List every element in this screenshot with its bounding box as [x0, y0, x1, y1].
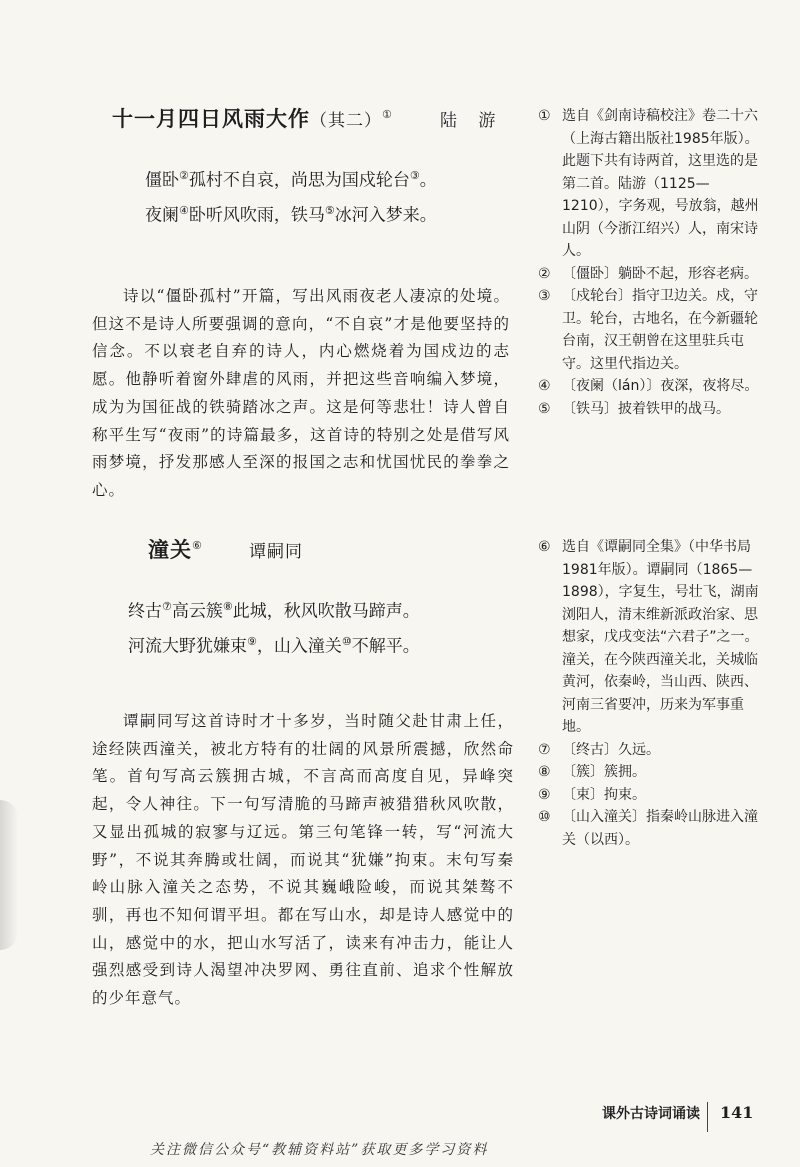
poem2-line-1: 终古⑦高云簇⑧此城，秋风吹散马蹄声。	[128, 600, 420, 622]
note-9: ⑨ 〔束〕拘束。	[538, 786, 646, 803]
page-edge-shadow	[0, 800, 18, 950]
footer-divider	[707, 1102, 708, 1132]
poem1-appreciation	[92, 283, 510, 505]
watermark-text: 关注微信公众号“教辅资料站”获取更多学习资料	[150, 1142, 489, 1158]
note-5: ⑤ 〔铁马〕披着铁甲的战马。	[538, 400, 730, 417]
poem1-title-note: ①	[382, 108, 393, 121]
poem1-title-text: 十一月四日风雨大作	[112, 107, 310, 131]
poem1-line-2: 夜阑④卧听风吹雨，铁马⑤冰河入梦来。	[145, 203, 437, 226]
footer-section-title: 课外古诗词诵读	[602, 1106, 700, 1122]
poem2-title-text: 潼关	[148, 538, 192, 562]
poem2-lines	[128, 592, 420, 661]
poem1-appreciation-text: 诗以“僵卧孤村”开篇，写出风雨夜老人凄凉的处境。但这不是诗人所要强调的意向，“不自哀”才是他要坚持的信念。不以衰老自弃的诗人，内心燃烧着为国戍边的志愿。他静听着窗外肆虐的风雨，并把这些音响编入梦境，成为为国征战的铁骑踏冰之声。这是何等悲壮！诗人曾自称平生写“夜雨”的诗篇最多，这首诗的特别之处是借写风雨梦境，抒发那感人至深的报国之志和忧国忧民的拳拳之心。	[92, 287, 510, 499]
poem2-title-note: ⑥	[192, 539, 203, 552]
note-10: ⑩ 〔山入潼关〕指秦岭山脉进入潼关（以西）。	[538, 809, 758, 848]
note-6: ⑥ 选自《谭嗣同全集》（中华书局1981年版）。谭嗣同（1865—1898），字复生，号壮飞，湖南浏阳人，清末维新派政治家、思想家，戊戌变法“六君子”之一。潼关，在今陕西潼关北，关城临黄河，依秦岭，当山西、陕西、河南三省要冲，历来为军事重地。	[538, 539, 759, 735]
poem2-line-2: 河流大野犹嫌束⑨，山入潼关⑩不解平。	[128, 634, 420, 657]
poem2-appreciation-text: 谭嗣同写这首诗时才十多岁，当时随父赴甘肃上任，途经陕西潼关，被北方特有的壮阔的风景所震撼，欣然命笔。首句写高云簇拥古城，不言高而高度自见，异峰突起，令人神往。下一句写清脆的马蹄声被猎猎秋风吹散，又显出孤城的寂寥与辽远。第三句笔锋一转，写“河流大野”，不说其奔腾或壮阔，而说其“犹嫌”拘束。末句写秦岭山脉入潼关之态势，不说其巍峨险峻，而说其桀骜不驯，再也不知何谓平坦。都在写山水，却是诗人感觉中的山，感觉中的水，把山水写活了，读来有冲击力，能让人强烈感受到诗人渴望冲决罗网、勇往直前、追求个性解放的少年意气。	[92, 712, 514, 1008]
poem1-lines	[145, 161, 437, 230]
note-8: ⑧ 〔簇〕簇拥。	[538, 764, 646, 780]
poem1-line-1: 僵卧②孤村不自哀，尚思为国戍轮台③。	[145, 169, 437, 191]
note-1: ① 选自《剑南诗稿校注》卷二十六（上海古籍出版社1985年版）。此题下共有诗两首，这里选的是第二首。陆游（1125—1210），字务观，号放翁，越州山阴（今浙江绍兴）人，南宋诗人。	[538, 108, 759, 259]
poem1-author: 陆 游	[440, 111, 504, 131]
poem2-author: 谭嗣同	[249, 542, 303, 562]
poem2-appreciation	[92, 708, 514, 1013]
page-number: 141	[720, 1103, 754, 1122]
note-3: ③ 〔戍轮台〕指守卫边关。戍，守卫。轮台，古地名，在今新疆轮台南，汉王朝曾在这里驻兵屯守。这里代指边关。	[538, 288, 758, 372]
poem1-title	[112, 103, 393, 133]
note-7: ⑦ 〔终古〕久远。	[538, 741, 660, 758]
note-4: ④ 〔夜阑（lán）〕夜深，夜将尽。	[538, 378, 759, 394]
note-2: ② 〔僵卧〕躺卧不起，形容老病。	[538, 265, 758, 282]
poem2-title	[148, 534, 203, 564]
poem2-notes	[538, 536, 760, 851]
poem1-subtitle: （其二）	[310, 111, 382, 131]
poem1-notes	[538, 105, 760, 420]
